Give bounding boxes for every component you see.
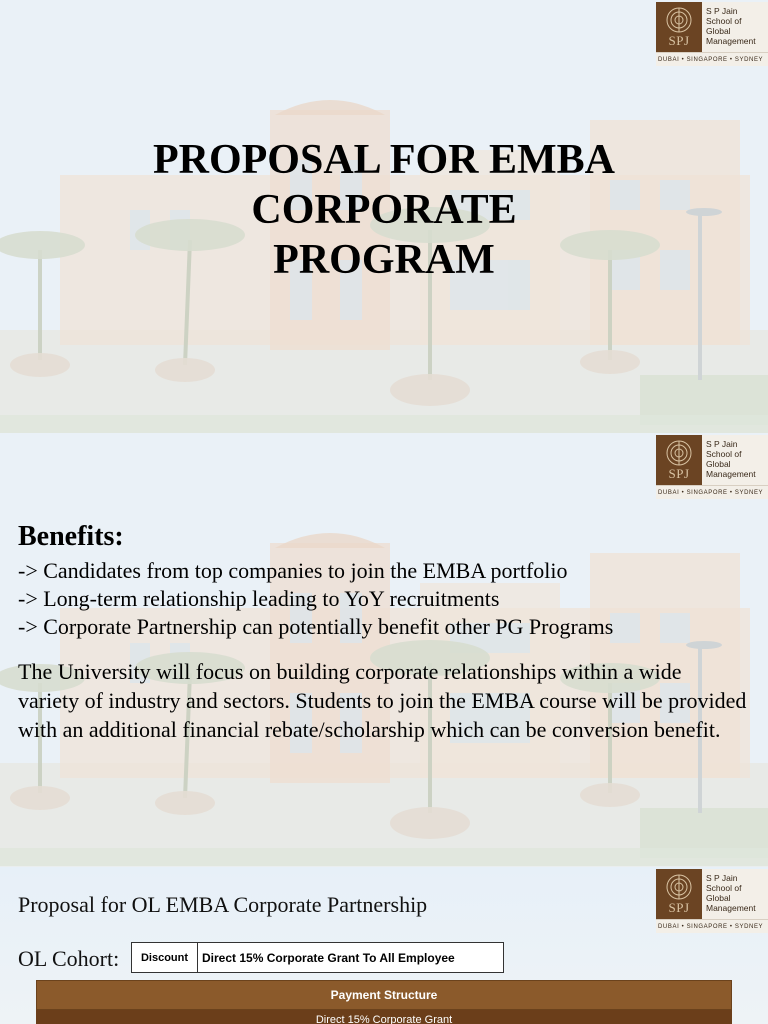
benefits-heading: Benefits: bbox=[18, 521, 124, 552]
payment-structure-header: Payment Structure bbox=[36, 980, 732, 1010]
slide-title-heading: PROPOSAL FOR EMBA CORPORATE PROGRAM bbox=[152, 137, 616, 283]
logo-cities: DUBAI • SINGAPORE • SYDNEY bbox=[656, 485, 768, 499]
discount-table bbox=[131, 942, 504, 973]
spj-mark-icon bbox=[656, 435, 702, 485]
spjain-logo bbox=[656, 2, 768, 66]
spjain-logo bbox=[656, 869, 768, 933]
spj-mark-icon bbox=[656, 2, 702, 52]
logo-name: S P Jain School of Global Management bbox=[702, 435, 768, 485]
benefits-paragraph: The University will focus on building corporate relationships within a wide variety of industry and sectors. Students to join the EMBA course will be provided with an additional financial rebate/scholarship which can be conversion benefit. bbox=[18, 659, 747, 742]
discount-value-cell: Direct 15% Corporate Grant To All Employee bbox=[198, 943, 504, 973]
discount-key-cell: Discount bbox=[132, 943, 198, 973]
list-item: -> Candidates from top companies to join the EMBA portfolio bbox=[18, 558, 568, 583]
logo-name: S P Jain School of Global Management bbox=[702, 2, 768, 52]
list-item: -> Long-term relationship leading to YoY recruitments bbox=[18, 586, 500, 611]
table-row bbox=[132, 943, 504, 973]
list-item: -> Corporate Partnership can potentially benefit other PG Programs bbox=[18, 614, 614, 639]
logo-mark-text: SPJ bbox=[668, 900, 690, 915]
benefits-list bbox=[18, 557, 613, 641]
spj-mark-icon bbox=[656, 869, 702, 919]
cohort-label: OL Cohort: bbox=[18, 946, 120, 971]
logo-cities: DUBAI • SINGAPORE • SYDNEY bbox=[656, 919, 768, 933]
logo-mark-text: SPJ bbox=[668, 466, 690, 481]
logo-cities: DUBAI • SINGAPORE • SYDNEY bbox=[656, 52, 768, 66]
slide-partnership bbox=[0, 867, 768, 1024]
spjain-logo bbox=[656, 435, 768, 499]
logo-mark-text: SPJ bbox=[668, 33, 690, 48]
payment-structure-row: Direct 15% Corporate Grant bbox=[36, 1010, 732, 1024]
campus-background-image bbox=[0, 433, 768, 866]
logo-name: S P Jain School of Global Management bbox=[702, 869, 768, 919]
partnership-heading: Proposal for OL EMBA Corporate Partnership bbox=[18, 892, 428, 917]
slide-benefits bbox=[0, 433, 768, 867]
slide-title bbox=[0, 0, 768, 433]
